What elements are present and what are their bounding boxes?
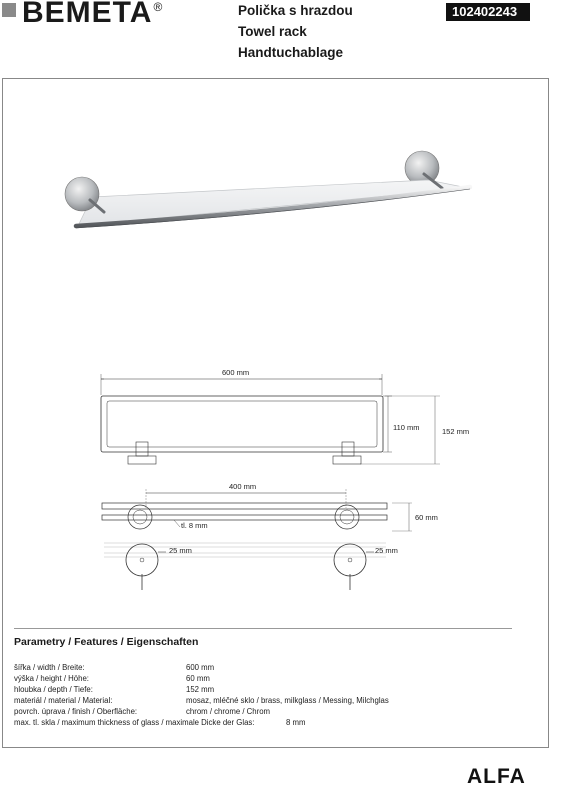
param-label: hloubka / depth / Tiefe: — [14, 685, 93, 694]
series-name: ALFA — [467, 765, 526, 788]
registered-mark: ® — [153, 0, 164, 14]
param-value: 60 mm — [186, 674, 210, 683]
dim-rosette-left: 25 mm — [169, 546, 192, 555]
param-label: výška / height / Höhe: — [14, 674, 89, 683]
parameters-heading: Parametry / Features / Eigenschaften — [14, 636, 199, 648]
wall-mount-view — [104, 543, 386, 590]
param-label: materiál / material / Material: — [14, 696, 113, 705]
param-row — [14, 717, 514, 728]
dim-rosette-right: 25 mm — [375, 546, 398, 555]
param-row — [14, 662, 514, 673]
param-label: povrch. úprava / finish / Oberfläche: — [14, 707, 138, 716]
params-divider — [14, 628, 512, 629]
param-value: 8 mm — [286, 718, 306, 727]
title-de: Handtuchablage — [238, 45, 344, 60]
param-row — [14, 673, 514, 684]
dim-depth: 60 mm — [415, 513, 438, 522]
param-value: mosaz, mléčné sklo / brass, milkglass / Messing, Milchglas — [186, 696, 389, 705]
product-code-badge: 102402243 — [446, 3, 530, 21]
param-row — [14, 684, 514, 695]
dim-front-height: 110 mm — [393, 423, 420, 432]
front-view — [101, 374, 440, 464]
param-label: max. tl. skla / maximum thickness of glass / maximale Dicke der Glas: — [14, 718, 255, 727]
dim-glass-thickness: tl. 8 mm — [181, 521, 208, 530]
brand-wordmark: BEMETA — [22, 0, 153, 29]
dim-total-height: 152 mm — [442, 427, 470, 436]
title-cz: Polička s hrazdou — [238, 3, 353, 18]
param-value: chrom / chrome / Chrom — [186, 707, 271, 716]
param-label: šířka / width / Breite: — [14, 663, 85, 672]
parameters-section — [14, 636, 514, 728]
title-en: Towel rack — [238, 24, 307, 39]
dim-bracket-spacing: 400 mm — [229, 482, 257, 491]
dim-width: 600 mm — [222, 368, 250, 377]
param-value: 600 mm — [186, 663, 215, 672]
param-row — [14, 706, 514, 717]
top-view — [102, 489, 412, 531]
param-row — [14, 695, 514, 706]
param-value: 152 mm — [186, 685, 215, 694]
